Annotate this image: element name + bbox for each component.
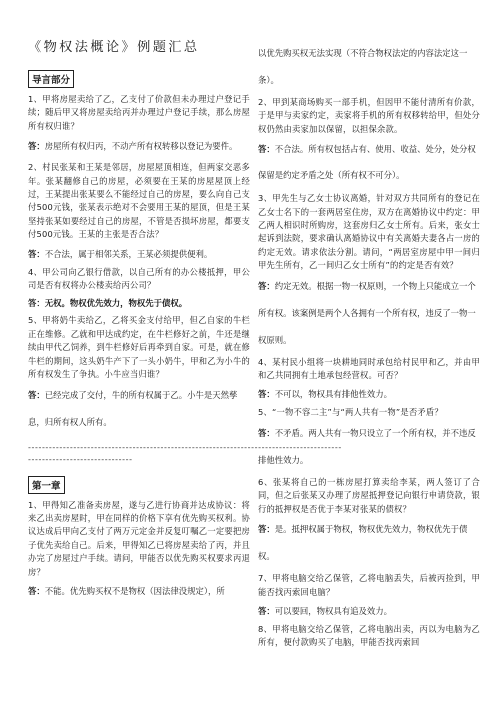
answer-text: 不合法。所有权包括占有、使用、收益、处分，处分权保留是约定矛盾之处（所有权不可分）。 [258,144,476,181]
answer-label: 答： [258,280,275,291]
question-5: 5、甲将奶牛卖给乙，乙将买金支付给甲，但乙自家的牛栏正在维修。乙就和甲达成约定，在牛栏修好之前，牛还是继续由甲代乙饲养，到牛栏修好后再牵到自家。可是，就在修牛栏的期间，这头奶牛产下了一头小奶牛，甲和乙为小牛的所有权发生了争执。小牛应当归谁？ [28,315,250,380]
chapter1-question-3: 3、甲先生与乙女士协议离婚，针对双方共同所有的登记在乙女士名下的一套两居室住房，双方在离婚协议中约定：甲乙两人相识时所购房，这套房归乙女士所有。后来，张女士起诉到法院，要求确认离婚协议中有关离婚夫妻各占一房的约定无效。请求依法分割。请问，“两居室房屋中甲一间归甲先生所有，乙一间归乙女士所有”的约定是否有效？ [258,193,480,271]
chapter1-question-7: 7、甲将电脑交给乙保管，乙将电脑丢失，后被丙捡到，甲能否找丙索回电脑？ [258,573,480,597]
answer-text: 不可以，物权具有排他性效力。 [274,389,392,400]
section-heading-chapter-1: 第一章 [28,476,65,494]
chapter1-question-1: 1、甲得知乙准备卖房屋，遂与乙进行协商并达成协议：将来乙出卖房屋时，甲在同样的价格下享有优先购买权利。协议达成后甲向乙支付了两万元定金并反复叮嘱乙一定要把房子优先卖给自己。后来，甲得知乙已将房屋卖给了丙，并且办完了房屋过户手续。请问，甲能否以优先购买权要求丙退房？ [28,499,250,577]
chapter1-question-5: 5、“一物不容二主”与“两人共有一物”是否矛盾？ [258,407,443,418]
answer-label: 答： [258,389,275,400]
document-title: 《物权法概论》例题汇总 [28,40,200,55]
separator-line: ------------------------------ [28,454,133,464]
separator-line: ------------------------------------------------------------------------------------------ [28,442,342,452]
chapter1-answer-3 [258,273,480,354]
answer-text: 不矛盾。两人共有一物只设立了一个所有权，并不违反排他性效力。 [258,427,476,465]
chapter1-question-6: 6、张某将自己的一栋房屋打算卖给李某，两人签订了合同，但之后张某又办理了房屋抵押登记向银行申请贷款，银行的抵押权是否优于李某对张某的债权？ [258,476,480,514]
chapter1-answer-7 [258,599,480,623]
chapter1-question-4: 4、某村民小组将一块耕地同时承包给村民甲和乙，并由甲和乙共同拥有土地承包经营权。可否？ [258,356,480,381]
answer-text: 已经完成了交付，牛的所有权属于乙。小牛是天然孳息，归所有权人所有。 [28,389,238,427]
answer-text: 可以要回，物权具有追及效力。 [274,605,392,616]
answer-2 [28,242,250,266]
answer-1 [28,133,250,159]
answer-4: 答：无权。物权优先效力，物权先于债权。 [28,298,188,309]
answer-label: 答： [28,248,45,259]
answer-5 [28,382,250,436]
answer-text: 不能。优先购买权不是物权（因法律没规定），所 [44,585,225,596]
chapter1-question-8: 8、甲将电脑交给乙保管，乙将电脑出卖，丙以为电脑为乙所有，便付款购买了电脑，甲能否找丙索回 [258,623,480,648]
chapter1-answer-1 [28,579,250,603]
chapter1-answer-6 [258,516,480,570]
answer-label: 答： [28,389,45,400]
chapter1-question-2: 2、甲到某商场购买一部手机，但因甲不能付清所有价款，于是甲与卖家约定，卖家将手机的所有权移转给甲，但处分权仍然由卖家加以保留，以担保余款。 [258,97,480,134]
answer-text: 房屋所有权归丙，不动产所有权转移以登记为要件。 [44,141,238,152]
answer-text: 不合法，属于相邻关系，王某必须提供便利。 [44,248,213,259]
right-column [258,40,480,650]
question-4: 4、甲公司向乙银行借款，以自己所有的办公楼抵押，甲公司是否有权将办公楼卖给丙公司？ [28,266,250,291]
chapter1-answer-2 [258,136,480,188]
chapter1-answer-1-continued: 以优先购买权无法实现（不符合物权法定的内容法定这一条）。 [258,48,468,85]
answer-text: 约定无效。根据一物一权原则，一个物上只能成立一个所有权。该案例是两个人各拥有一个所有权，违反了一物一权原则。 [258,280,476,345]
question-1: 1、甲将房屋卖给了乙，乙支付了价款但未办理过户登记手续；随后甲又将房屋卖给丙并办理过户登记手续，那么房屋所有权归谁？ [28,94,250,131]
answer-label: 答： [258,524,275,535]
question-2: 2、村民张某和王某是邻居，房屋屋顶相连，但两家交恶多年。张某翻修自己的房屋，必须要在王某的房屋屋顶上经过，王某提出张某要么不能经过自己的房屋，要么向自己支付500元钱，张某表示绝对不会要用王某的屋顶，但是王某坚持张某如要经过自己的房屋，不管是否损坏房屋，都要支付500元钱。王某的主张是否合法？ [28,162,250,240]
chapter1-answer-5 [258,420,480,474]
answer-label: 答： [258,427,275,438]
answer-label: 答： [28,141,45,152]
answer-text: 是。抵押权属于物权，物权优先效力，物权优先于债权。 [258,524,468,562]
answer-label: 答： [258,605,275,616]
answer-label: 答： [258,144,275,155]
answer-label: 答： [28,585,45,596]
section-heading-intro: 导言部分 [28,70,74,88]
chapter1-answer-4 [258,382,480,406]
